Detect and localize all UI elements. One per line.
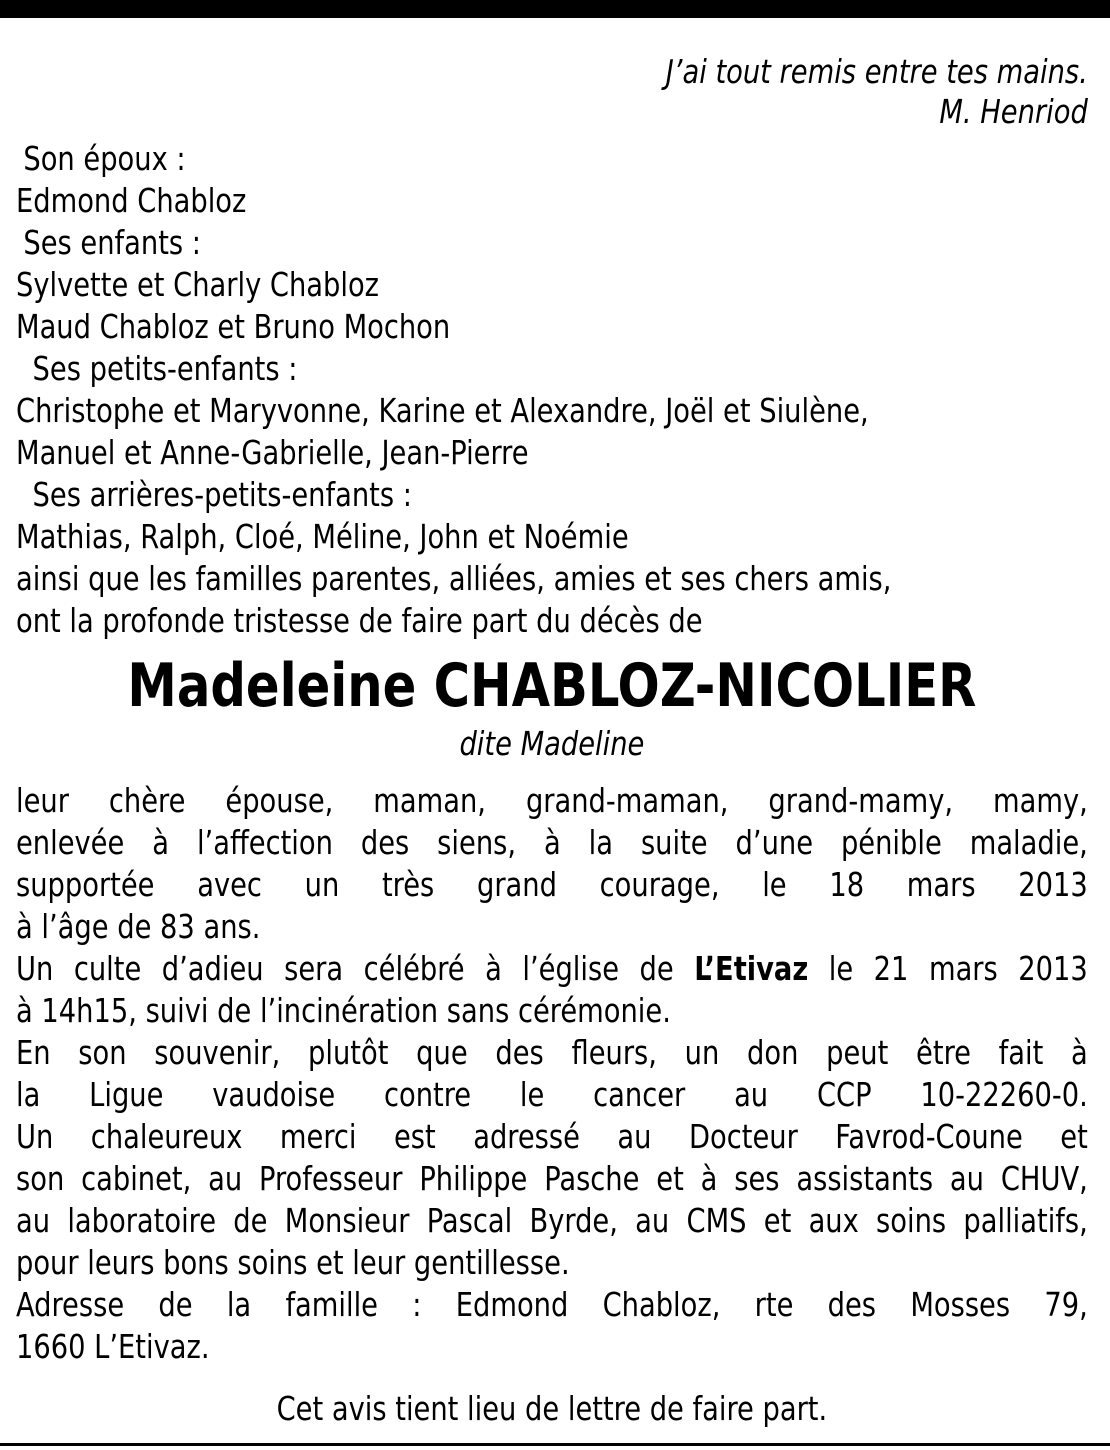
- grandchildren-heading: Ses petits-enfants :: [32, 349, 298, 388]
- paragraph-tribute: [16, 780, 1088, 948]
- epigraph: [16, 52, 1088, 132]
- body-line: à 14h15, suivi de l’incinération sans cérémonie.: [16, 991, 671, 1030]
- body-line: enlevée à l’affection des siens, à la suite d’une pénible maladie,: [16, 823, 1088, 862]
- body-line: 1660 L’Etivaz.: [16, 1327, 210, 1366]
- deceased-nickname: dite Madeline: [459, 724, 645, 763]
- obituary-body: [16, 780, 1088, 1368]
- epigraph-quote: J’ai tout remis entre tes mains.: [665, 52, 1088, 91]
- service-text-start: Un culte d’adieu sera célébré à l’église de: [16, 949, 674, 988]
- body-line: pour leurs bons soins et leur gentillesse.: [16, 1243, 570, 1282]
- top-border-bar: [0, 0, 1110, 18]
- family-list: [16, 138, 1088, 642]
- grandchildren-entry: Manuel et Anne-Gabrielle, Jean-Pierre: [16, 433, 529, 472]
- body-line: son cabinet, au Professeur Philippe Pasche et à ses assistants au CHUV,: [16, 1159, 1088, 1198]
- body-line: En son souvenir, plutôt que des fleurs, un don peut être fait à: [16, 1033, 1088, 1072]
- spouse-heading: Son époux :: [23, 139, 186, 178]
- service-line: [16, 948, 1088, 990]
- grandchildren-entry: Christophe et Maryvonne, Karine et Alexandre, Joël et Siulène,: [16, 391, 869, 430]
- body-line: à l’âge de 83 ans.: [16, 907, 261, 946]
- obituary-notice: [16, 52, 1088, 1430]
- relatives-line: ainsi que les familles parentes, alliées, amies et ses chers amis,: [16, 559, 892, 598]
- child-entry: Sylvette et Charly Chabloz: [16, 265, 380, 304]
- body-line: Un chaleureux merci est adressé au Docteur Favrod-Coune et: [16, 1117, 1088, 1156]
- body-line: au laboratoire de Monsieur Pascal Byrde, au CMS et aux soins palliatifs,: [16, 1201, 1088, 1240]
- body-line: la Ligue vaudoise contre le cancer au CCP 10-22260-0.: [16, 1075, 1088, 1114]
- service-place: L’Etivaz: [694, 949, 809, 988]
- body-line: supportée avec un très grand courage, le 18 mars 2013: [16, 865, 1088, 904]
- bottom-border-rule: [0, 1443, 1110, 1446]
- paragraph-donation: [16, 1032, 1088, 1116]
- children-heading: Ses enfants :: [23, 223, 202, 262]
- child-entry: Maud Chabloz et Bruno Mochon: [16, 307, 451, 346]
- body-line: Adresse de la famille : Edmond Chabloz, rte des Mosses 79,: [16, 1285, 1088, 1324]
- deceased-name: Madeleine CHABLOZ-NICOLIER: [127, 651, 977, 721]
- greatgrandchildren-heading: Ses arrières-petits-enfants :: [32, 475, 412, 514]
- service-text-end: le 21 mars 2013: [828, 949, 1088, 988]
- paragraph-thanks: [16, 1116, 1088, 1284]
- body-line: leur chère épouse, maman, grand-maman, grand-mamy, mamy,: [16, 781, 1088, 820]
- paragraph-service: [16, 948, 1088, 1032]
- paragraph-address: [16, 1284, 1088, 1368]
- epigraph-author: M. Henriod: [939, 92, 1088, 131]
- closing-note: Cet avis tient lieu de lettre de faire part.: [276, 1389, 828, 1428]
- greatgrandchildren-entry: Mathias, Ralph, Cloé, Méline, John et Noémie: [16, 517, 629, 556]
- spouse-name: Edmond Chabloz: [16, 181, 247, 220]
- announcement-line: ont la profonde tristesse de faire part du décès de: [16, 601, 703, 640]
